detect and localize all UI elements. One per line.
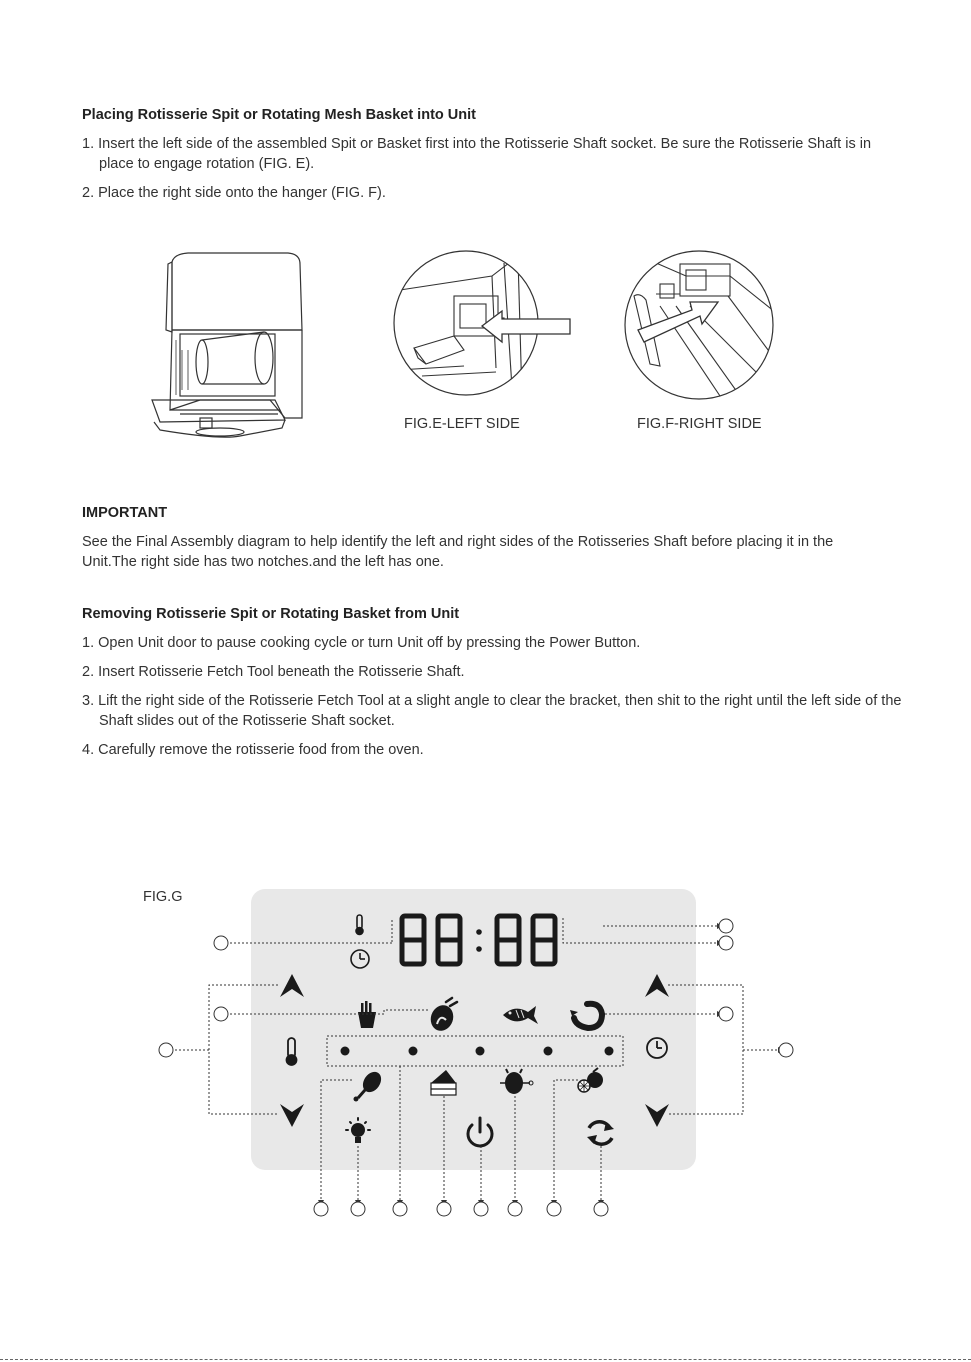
section-heading-placing: Placing Rotisserie Spit or Rotating Mesh Basket into Unit — [82, 107, 476, 123]
section-heading-removing: Removing Rotisserie Spit or Rotating Basket from Unit — [82, 606, 460, 622]
removing-step-2: 2. Insert Rotisserie Fetch Tool beneath the Rotisserie Shaft. — [82, 664, 465, 680]
placing-step-2: 2. Place the right side onto the hanger (FIG. F). — [82, 185, 386, 201]
important-text: See the Final Assembly diagram to help identify the left and right sides of the Rotisseries Shaft before placing it in the Unit.The right side has two notches.and the left has one. — [82, 534, 834, 570]
removing-step-1: 1. Open Unit door to pause cooking cycle or turn Unit off by pressing the Power Button. — [82, 635, 641, 651]
control-panel-background — [251, 889, 696, 1170]
bottom-divider — [0, 1359, 971, 1360]
placing-step-1: 1. Insert the left side of the assembled Spit or Basket first into the Rotisserie Shaft socket. Be sure the Rotisserie Shaft is in place to engage rotation (FIG. E). — [82, 136, 872, 172]
fig-g-control-panel-diagram — [0, 880, 971, 1225]
fig-f-caption: FIG.F-RIGHT SIDE — [637, 416, 762, 432]
fig-e-caption: FIG.E-LEFT SIDE — [404, 416, 520, 432]
removing-step-4: 4. Carefully remove the rotisserie food from the oven. — [82, 742, 424, 758]
fig-g-label: FIG.G — [143, 889, 183, 905]
removing-step-3: 3. Lift the right side of the Rotisserie Fetch Tool at a slight angle to clear the bracket, then shit to the right until the left side of the Shaft slides out of the Rotisserie Shaft socket. — [82, 693, 902, 729]
air-fryer-oven-illustration — [140, 250, 310, 440]
fig-f-right-side-illustration — [620, 246, 778, 404]
fig-e-left-side-illustration — [392, 248, 574, 398]
important-heading: IMPORTANT — [82, 505, 168, 521]
